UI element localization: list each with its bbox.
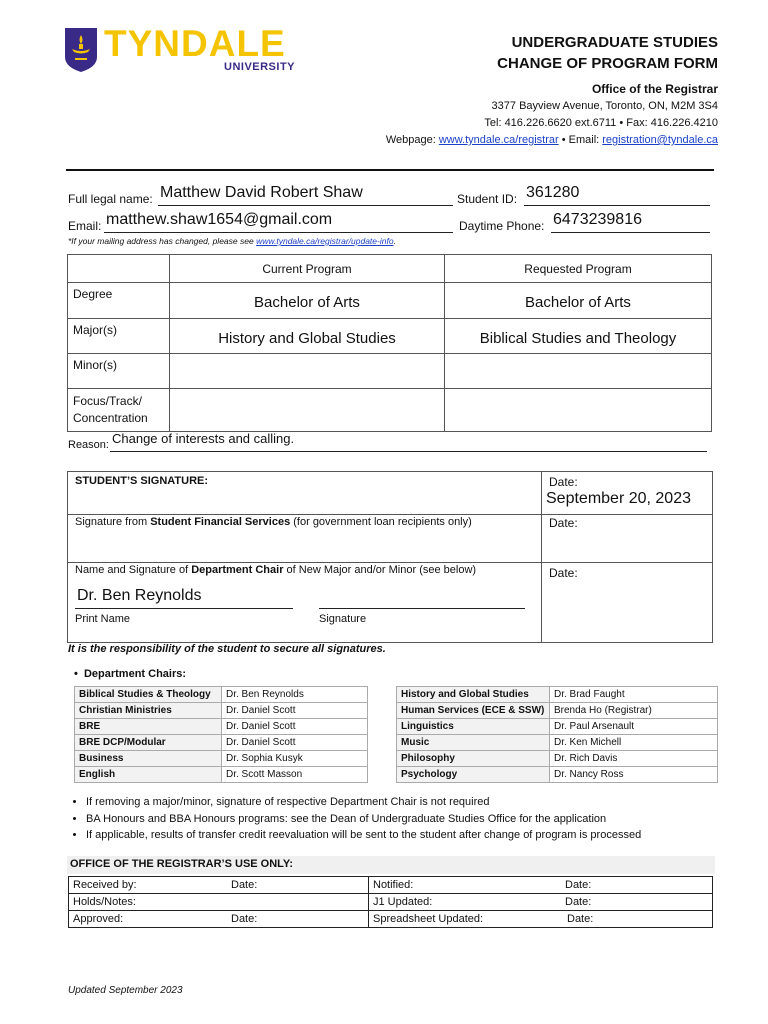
notes-list	[70, 794, 641, 844]
sfs-date-label: Date:	[549, 516, 578, 530]
chair-prefix: Name and Signature of	[75, 564, 192, 576]
list-item: • BA Honours and BBA Honours programs: see the Dean of Undergraduate Studies Office for the application	[86, 811, 641, 828]
list-item: • If applicable, results of transfer credit reevaluation will be sent to the student after change of program is processed	[86, 827, 641, 844]
office-use-heading: OFFICE OF THE REGISTRAR’S USE ONLY:	[70, 858, 294, 870]
chair-line	[75, 564, 476, 576]
chairs-table-left	[74, 686, 368, 783]
row-label-degree: Degree	[68, 283, 170, 319]
office-a: Approved:	[73, 913, 124, 925]
row-label-minor: Minor(s)	[68, 354, 170, 389]
chair-name: Dr. Sophia Kusyk	[222, 751, 368, 767]
signature-label: Signature	[319, 613, 367, 625]
chairs-heading	[74, 668, 186, 680]
chair-suffix: of New Major and/or Minor (see below)	[283, 564, 477, 576]
chair-name: Dr. Scott Masson	[222, 767, 368, 783]
student-date-label: Date:	[549, 475, 578, 489]
table-row	[397, 751, 718, 767]
sfs-line	[75, 516, 472, 528]
name-field[interactable]: Matthew David Robert Shaw	[160, 184, 363, 201]
chair-dept: Psychology	[397, 767, 550, 783]
requested-major[interactable]: Biblical Studies and Theology	[445, 319, 712, 354]
chair-dept: Christian Ministries	[75, 703, 222, 719]
office-use-heading-bar	[67, 856, 715, 874]
student-signature-label: STUDENT’S SIGNATURE:	[75, 475, 209, 487]
office-cell-right	[369, 911, 713, 928]
chair-dept: Linguistics	[397, 719, 550, 735]
chair-name: Dr. Ken Michell	[550, 735, 718, 751]
chair-bold: Department Chair	[191, 564, 284, 576]
chair-dept: History and Global Studies	[397, 687, 550, 703]
chair-signature-line	[319, 608, 525, 609]
student-signature-field[interactable]	[75, 490, 535, 512]
table-row	[397, 703, 718, 719]
table-row	[75, 735, 368, 751]
sig-vertical-divider	[541, 472, 542, 642]
table-row	[68, 283, 712, 319]
email-link[interactable]: registration@tyndale.ca	[602, 134, 718, 146]
name-field-line	[158, 205, 453, 206]
email-field-label: Email:	[68, 219, 102, 233]
table-row	[69, 911, 713, 928]
footer-updated: Updated September 2023	[68, 985, 183, 996]
sfs-suffix: (for government loan recipients only)	[290, 516, 472, 528]
table-row	[69, 894, 713, 911]
chair-name: Dr. Ben Reynolds	[222, 687, 368, 703]
phone-field[interactable]: 6473239816	[553, 211, 642, 228]
chair-dept: Philosophy	[397, 751, 550, 767]
col-current: Current Program	[170, 255, 445, 283]
logo-name: TYNDALE	[104, 23, 286, 64]
title-line2: CHANGE OF PROGRAM FORM	[497, 55, 718, 72]
id-field-line	[524, 205, 710, 206]
chair-date-label: Date:	[549, 566, 578, 580]
chair-dept: Business	[75, 751, 222, 767]
chair-name: Dr. Daniel Scott	[222, 703, 368, 719]
chair-name-field[interactable]: Dr. Ben Reynolds	[77, 587, 202, 604]
print-name-line	[75, 608, 293, 609]
chairs-heading-text: Department Chairs:	[83, 668, 187, 680]
webpage-link[interactable]: www.tyndale.ca/registrar	[438, 134, 559, 146]
office-b: Date:	[231, 913, 258, 925]
table-row	[75, 767, 368, 783]
lamp-shield-icon	[64, 27, 98, 73]
email-label: • Email:	[558, 134, 603, 146]
chair-name: Dr. Daniel Scott	[222, 719, 368, 735]
sig-row-divider-1	[68, 514, 712, 515]
signature-box	[67, 471, 713, 643]
chair-name: Dr. Daniel Scott	[222, 735, 368, 751]
office-d: Date:	[565, 879, 592, 891]
table-corner	[68, 255, 170, 283]
header-divider	[66, 169, 714, 171]
update-info-link[interactable]: www.tyndale.ca/registrar/update-info	[256, 236, 394, 246]
webpage-label: Webpage:	[385, 134, 439, 146]
requested-minor[interactable]	[445, 354, 712, 389]
title-line1: UNDERGRADUATE STUDIES	[511, 34, 718, 51]
responsibility-note: It is the responsibility of the student to secure all signatures.	[68, 643, 386, 655]
address-note	[68, 236, 396, 246]
current-major[interactable]: History and Global Studies	[170, 319, 445, 354]
current-minor[interactable]	[170, 354, 445, 389]
office-name: Office of the Registrar	[591, 82, 718, 96]
office-cell-left	[69, 877, 369, 894]
office-d: Date:	[565, 896, 592, 908]
chair-name: Dr. Brad Faught	[550, 687, 718, 703]
office-a: Holds/Notes:	[73, 896, 136, 908]
office-d: Date:	[567, 913, 594, 925]
table-row	[397, 735, 718, 751]
col-requested: Requested Program	[445, 255, 712, 283]
table-row	[397, 719, 718, 735]
office-cell-right	[369, 877, 713, 894]
chair-dept: BRE	[75, 719, 222, 735]
tel-fax: Tel: 416.226.6620 ext.6711 • Fax: 416.226.4210	[484, 117, 718, 129]
form-title	[497, 32, 718, 74]
print-name-label: Print Name	[75, 613, 131, 625]
office-c: Notified:	[373, 879, 414, 891]
chair-dept: Human Services (ECE & SSW)	[397, 703, 550, 719]
chair-dept: English	[75, 767, 222, 783]
list-item: • If removing a major/minor, signature of respective Department Chair is not required	[86, 794, 641, 811]
note-suffix: .	[393, 236, 396, 246]
reason-field-line	[110, 451, 707, 452]
table-row	[75, 687, 368, 703]
table-row	[397, 687, 718, 703]
requested-focus[interactable]	[445, 389, 712, 432]
sfs-signature-field[interactable]	[75, 532, 535, 560]
requested-degree[interactable]: Bachelor of Arts	[445, 283, 712, 319]
office-cell-left	[69, 911, 369, 928]
sfs-prefix: Signature from	[75, 516, 151, 528]
office-cell-left	[69, 894, 369, 911]
web-email-line	[386, 132, 718, 149]
chair-name: Dr. Paul Arsenault	[550, 719, 718, 735]
student-id-label: Student ID:	[457, 192, 518, 206]
student-id-field[interactable]: 361280	[526, 184, 580, 201]
chairs-table-right	[396, 686, 718, 783]
table-row	[68, 354, 712, 389]
chair-dept: BRE DCP/Modular	[75, 735, 222, 751]
note-prefix: *If your mailing address has changed, please see	[68, 236, 257, 246]
row-label-major: Major(s)	[68, 319, 170, 354]
current-focus[interactable]	[170, 389, 445, 432]
address: 3377 Bayview Avenue, Toronto, ON, M2M 3S4	[491, 100, 718, 112]
phone-label: Daytime Phone:	[459, 219, 545, 233]
current-degree[interactable]: Bachelor of Arts	[170, 283, 445, 319]
program-table	[67, 254, 712, 432]
table-row	[397, 767, 718, 783]
name-label: Full legal name:	[68, 192, 153, 206]
office-cell-right	[369, 894, 713, 911]
table-row	[68, 319, 712, 354]
office-c: Spreadsheet Updated:	[373, 913, 484, 925]
office-use-table	[68, 876, 713, 928]
logo-sub: UNIVERSITY	[224, 61, 296, 73]
student-date-field[interactable]: September 20, 2023	[546, 490, 691, 507]
logo	[64, 23, 304, 75]
office-c: J1 Updated:	[373, 896, 433, 908]
chair-date-field[interactable]	[549, 582, 704, 632]
sfs-bold: Student Financial Services	[150, 516, 291, 528]
reason-label: Reason:	[68, 439, 109, 451]
table-row	[75, 703, 368, 719]
bullet-icon: •	[74, 668, 84, 680]
reason-field[interactable]: Change of interests and calling.	[112, 431, 295, 446]
chair-dept: Biblical Studies & Theology	[75, 687, 222, 703]
sig-row-divider-2	[68, 562, 712, 563]
chair-signature-field[interactable]	[319, 586, 525, 608]
email-field[interactable]: matthew.shaw1654@gmail.com	[106, 211, 333, 228]
chair-name: Brenda Ho (Registrar)	[550, 703, 718, 719]
table-row	[75, 751, 368, 767]
table-row	[75, 719, 368, 735]
email-field-line	[104, 232, 453, 233]
sfs-date-field[interactable]	[549, 532, 704, 560]
contact-block	[386, 81, 718, 149]
chair-name: Dr. Nancy Ross	[550, 767, 718, 783]
phone-field-line	[551, 232, 710, 233]
office-a: Received by:	[73, 879, 137, 891]
office-b: Date:	[231, 879, 258, 891]
row-label-focus: Focus/Track/ Concentration	[68, 389, 170, 432]
chair-dept: Music	[397, 735, 550, 751]
chair-name: Dr. Rich Davis	[550, 751, 718, 767]
table-row	[69, 877, 713, 894]
table-row	[68, 389, 712, 432]
